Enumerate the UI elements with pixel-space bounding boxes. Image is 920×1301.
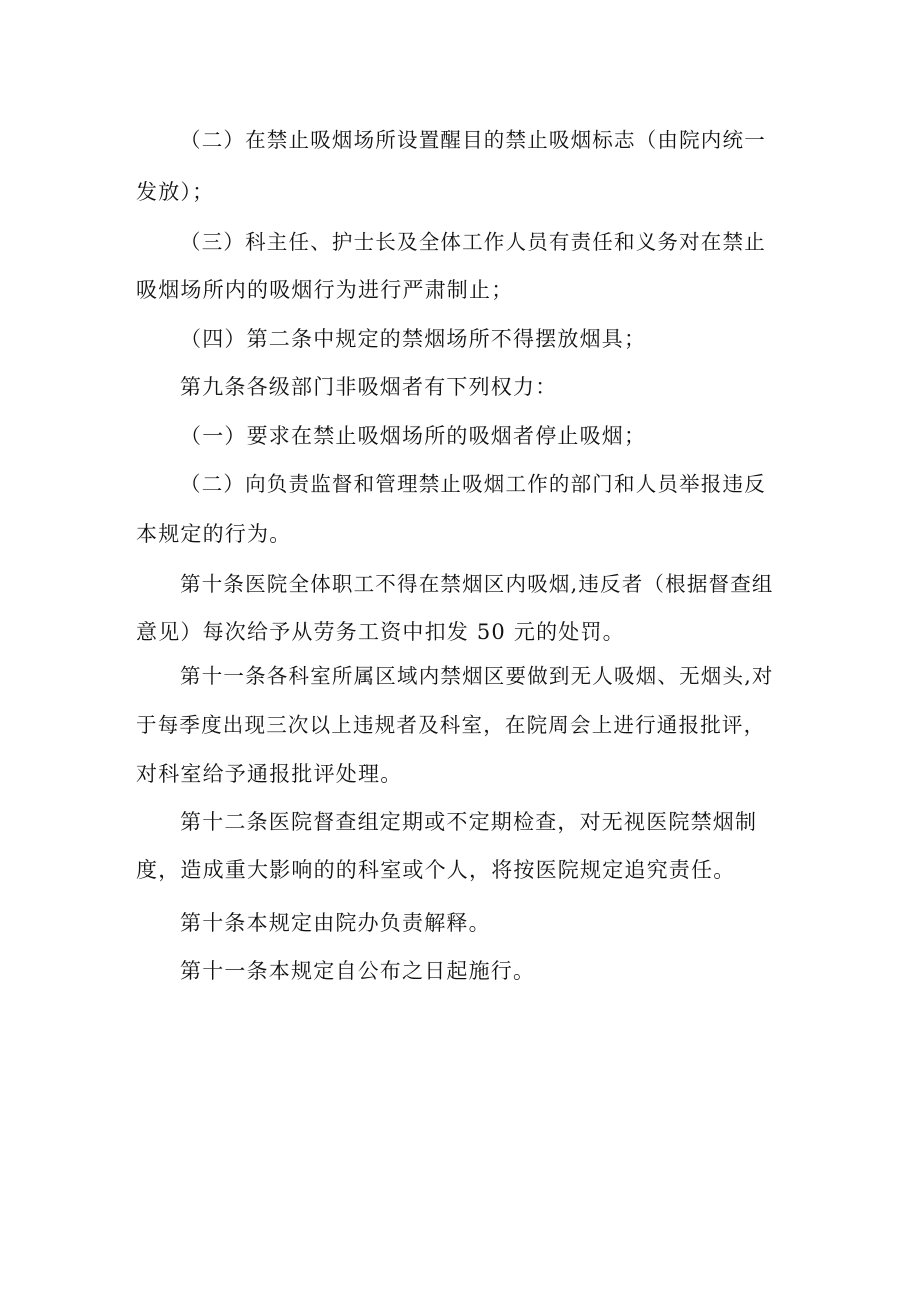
text-line: （二）在禁止吸烟场所设置醒目的禁止吸烟标志（由院内统一: [180, 128, 766, 152]
text-line: 第十条医院全体职工不得在禁烟区内吸烟,违反者（根据督查组: [180, 572, 774, 596]
text-line: 于每季度出现三次以上违规者及科室，在院周会上进行通报批评，: [136, 713, 766, 737]
text-line: 度，造成重大影响的的科室或个人，将按医院规定追究责任。: [136, 858, 736, 882]
text-line: （二）向负责监督和管理禁止吸烟工作的部门和人员举报违反: [180, 472, 766, 496]
text-line: 第九条各级部门非吸烟者有下列权力：: [180, 375, 558, 399]
text-line: 第十一条各科室所属区域内禁烟区要做到无人吸烟、无烟头,对: [180, 664, 774, 688]
text-line: 对科室给予通报批评处理。: [136, 762, 403, 786]
text-line: 发放）；: [136, 180, 215, 204]
text-line: （三）科主任、护士长及全体工作人员有责任和义务对在禁止: [180, 230, 766, 254]
text-line: 吸烟场所内的吸烟行为进行严肃制止；: [136, 278, 514, 302]
text-line: 第十二条医院督查组定期或不定期检查，对无视医院禁烟制: [180, 810, 758, 834]
text-line: （四）第二条中规定的禁烟场所不得摆放烟具；: [180, 327, 647, 351]
text-line: 意见）每次给予从劳务工资中扣发 50 元的处罚。: [136, 620, 625, 644]
text-line: 第十条本规定由院办负责解释。: [180, 911, 491, 935]
text-line: （一）要求在禁止吸烟场所的吸烟者停止吸烟；: [180, 424, 647, 448]
text-line: 本规定的行为。: [136, 522, 292, 546]
text-line: 第十一条本规定自公布之日起施行。: [180, 959, 536, 983]
